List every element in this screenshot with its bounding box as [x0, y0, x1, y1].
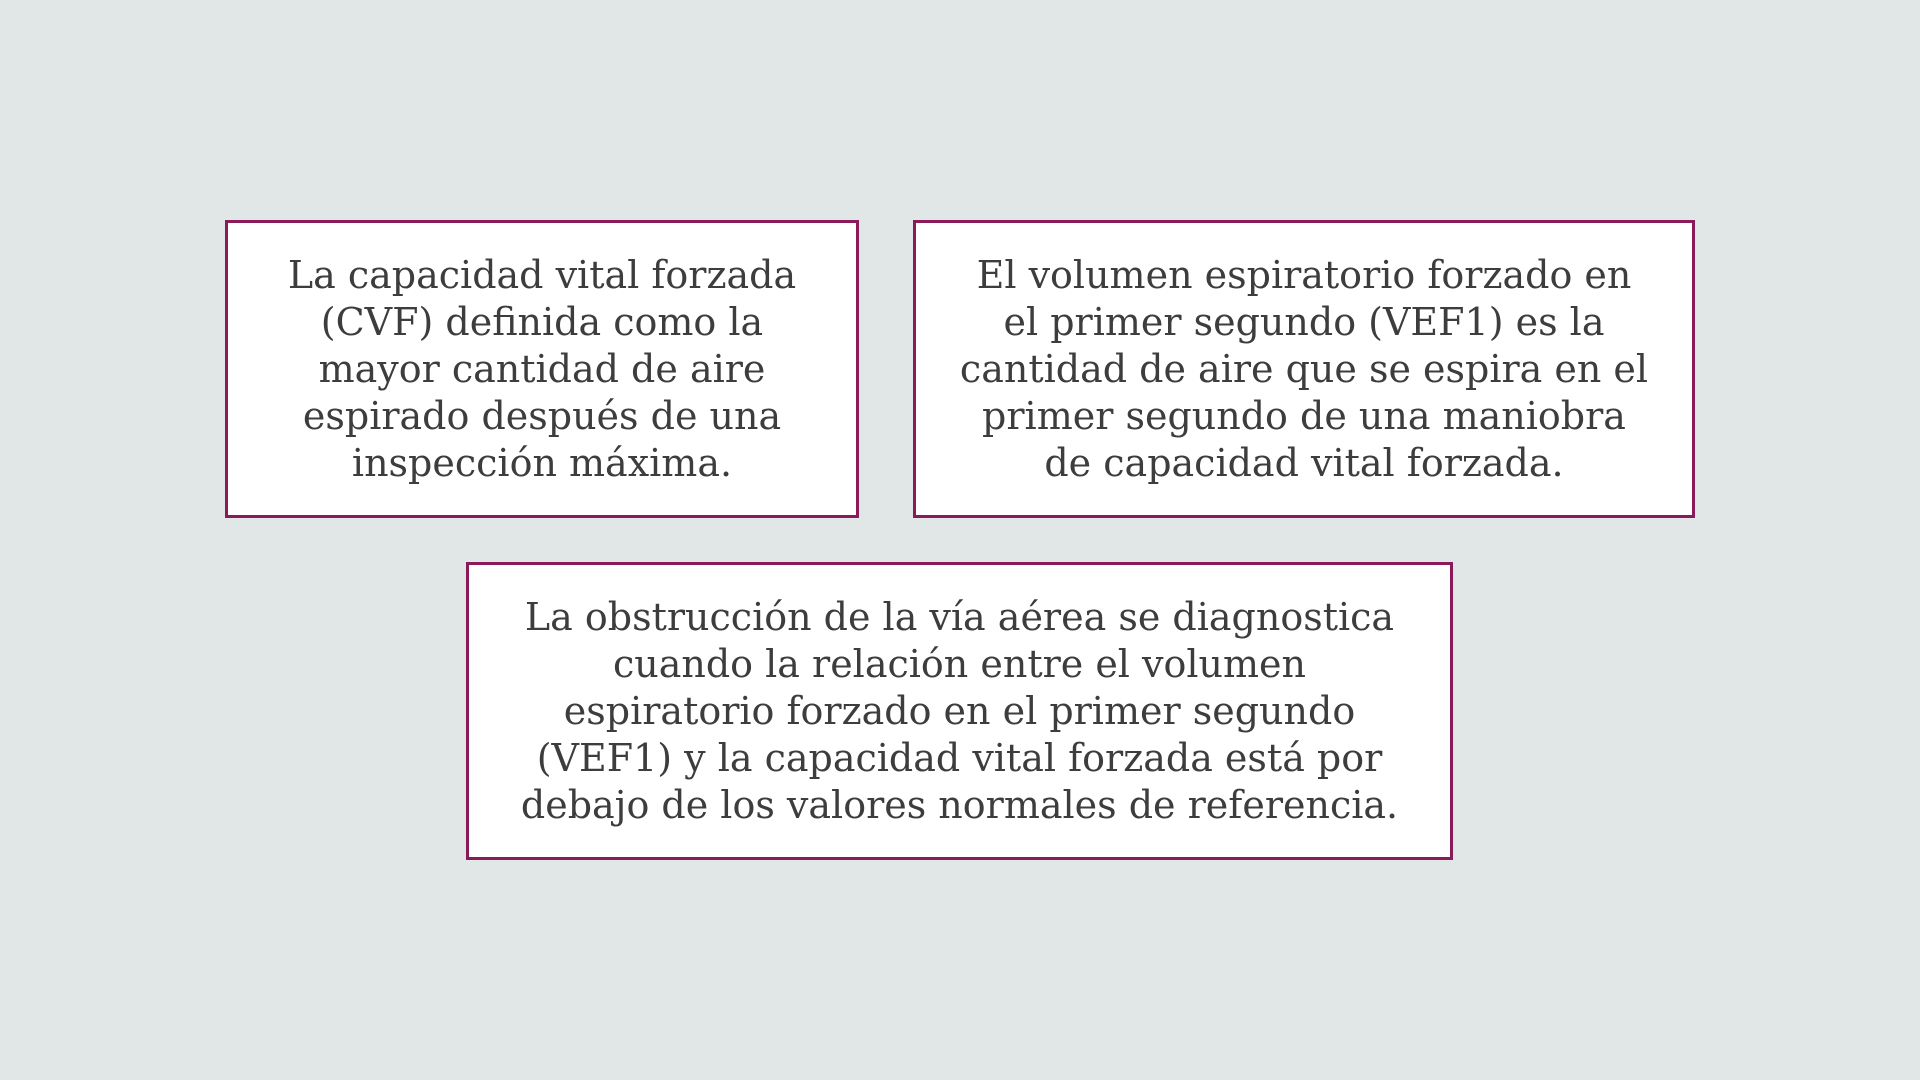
vef1-definition-text: El volumen espiratorio forzado en el primer segundo (VEF1) es la cantidad de aire que se espira en el primer segundo de una maniobra de capacidad vital forzada.: [959, 252, 1649, 485]
obstruction-diagnosis-text: La obstrucción de la vía aérea se diagnostica cuando la relación entre el volumen espiratorio forzado en el primer segundo (VEF1) y la capacidad vital forzada está por debajo de los valores normales de referencia.: [520, 594, 1399, 827]
cvf-definition-box: [225, 220, 859, 518]
obstruction-diagnosis-box: [466, 562, 1453, 860]
cvf-definition-text: La capacidad vital forzada (CVF) definida como la mayor cantidad de aire espirado después de una inspección máxima.: [287, 252, 797, 485]
vef1-definition-box: [913, 220, 1695, 518]
